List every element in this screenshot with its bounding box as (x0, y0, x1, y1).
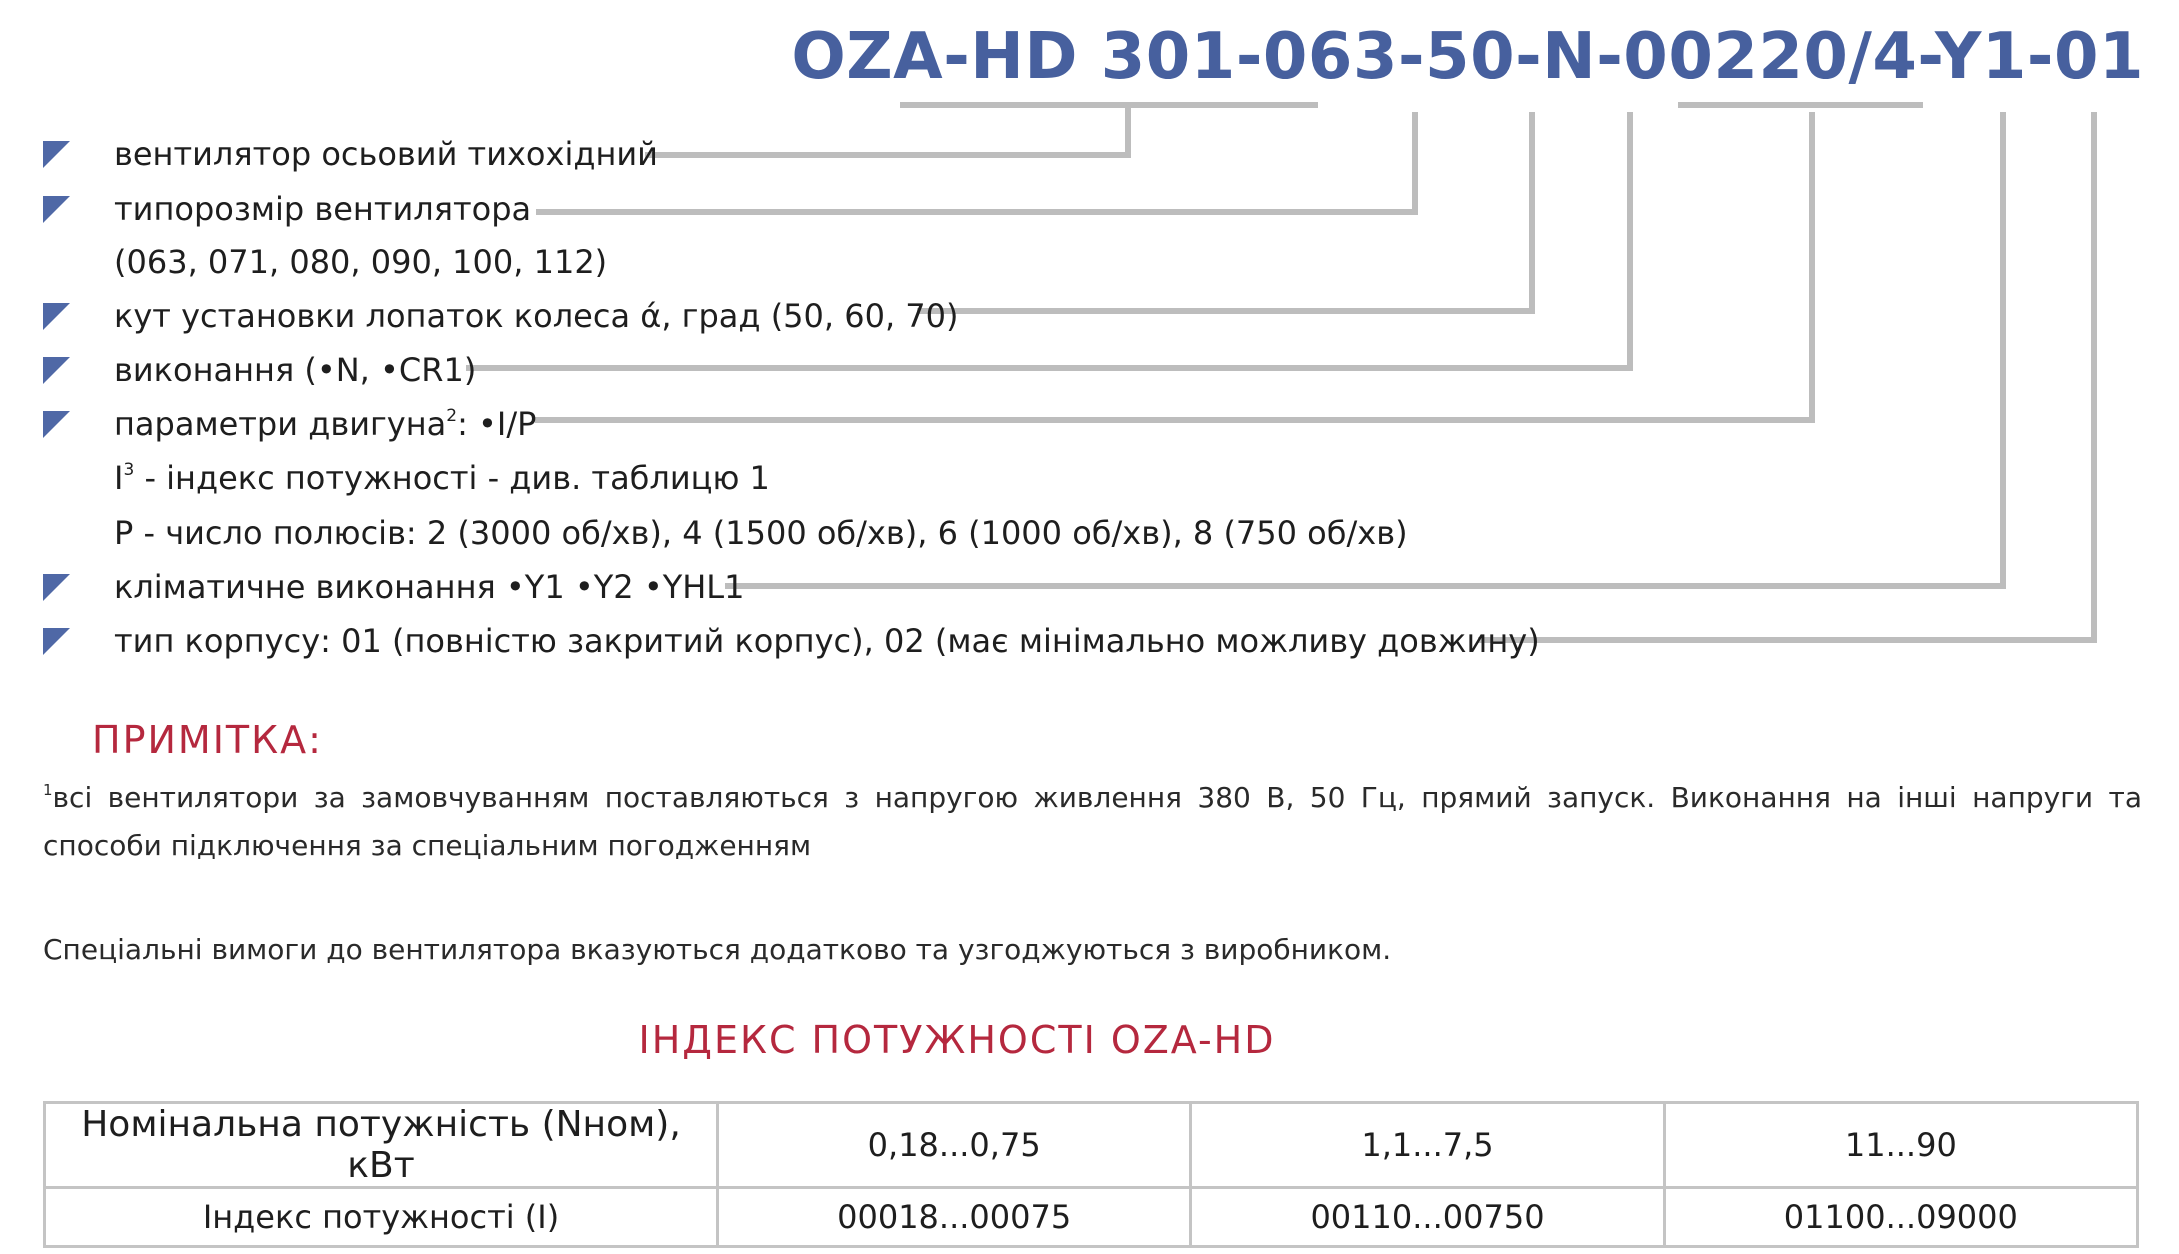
bullet-triangle-icon (43, 303, 70, 330)
bullet-triangle-icon (43, 628, 70, 655)
table-cell: 11...90 (1664, 1103, 2137, 1188)
leader-line-size (536, 112, 1415, 212)
item-type-text: вентилятор осьовий тихохідний (114, 135, 658, 173)
item-climate-text: кліматичне виконання •Y1 •Y2 •YHL1 (114, 568, 745, 606)
sizes-line: (063, 071, 080, 090, 100, 112) (114, 243, 608, 281)
product-code-text: OZA-HD 301-063-50-N-00220/4-Y1-01 (791, 20, 2144, 94)
index-text: - індекс потужності - див. таблицю 1 (134, 459, 770, 497)
table-cell: 00018...00075 (718, 1188, 1191, 1247)
list-item-motor (43, 401, 536, 447)
table-cell: 01100...09000 (1664, 1188, 2137, 1247)
item-execution-text: виконання (•N, •CR1) (114, 351, 477, 389)
leader-line-motor (535, 112, 1812, 420)
note-body (43, 774, 2142, 870)
list-item-angle (43, 293, 959, 339)
bullet-triangle-icon (43, 357, 70, 384)
row-label-index: Індекс потужності (I) (45, 1188, 718, 1247)
table-cell: 1,1...7,5 (1191, 1103, 1664, 1188)
table-cell: 0,18...0,75 (718, 1103, 1191, 1188)
item-motor-label: параметри двигуна (114, 405, 447, 443)
item-motor-suffix: : •I/P (457, 405, 537, 443)
bullet-triangle-icon (43, 574, 70, 601)
list-item-execution (43, 347, 476, 393)
item-motor-text (114, 401, 536, 447)
bullet-triangle-icon (43, 196, 70, 223)
table-cell: 00110...00750 (1191, 1188, 1664, 1247)
item-size-text: типорозмір вентилятора (114, 190, 532, 228)
index-letter: I (114, 459, 124, 497)
item-housing-text: тип корпусу: 01 (повністю закритий корпус), 02 (має мінімально можливу довжину) (114, 622, 1540, 660)
note-title: ПРИМІТКА: (92, 718, 323, 762)
list-item-climate (43, 564, 744, 610)
footnote-2: 2 (446, 406, 458, 426)
power-index-table (43, 1101, 2139, 1248)
special-requirements: Спеціальні вимоги до вентилятора вказуються додатково та узгоджуються з виробником. (43, 933, 1392, 966)
poles-line: P - число полюсів: 2 (3000 об/хв), 4 (1500 об/хв), 6 (1000 об/хв), 8 (750 об/хв) (114, 514, 1408, 552)
footnote-1: 1 (43, 781, 53, 799)
bullet-triangle-icon (43, 411, 70, 438)
list-item-size (43, 186, 531, 232)
item-angle-text: кут установки лопаток колеса ά, град (50, 60, 70) (114, 297, 959, 335)
note-text: всі вентилятори за замовчуванням поставляються з напругою живлення 380 В, 50 Гц, прямий запуск. Виконання на інші напруги та способи підключення за спеціальним погодженням (43, 781, 2142, 862)
table-row (45, 1103, 2138, 1188)
footnote-3: 3 (123, 460, 135, 480)
list-item-housing (43, 618, 1540, 664)
bullet-triangle-icon (43, 141, 70, 168)
table-title: ІНДЕКС ПОТУЖНОСТІ OZA-HD (638, 1018, 1276, 1062)
row-label-power: Номінальна потужність (Nном), кВт (45, 1103, 718, 1188)
table-row (45, 1188, 2138, 1247)
list-item-type (43, 131, 658, 177)
leader-line-type (645, 105, 1128, 155)
index-line (114, 455, 770, 501)
